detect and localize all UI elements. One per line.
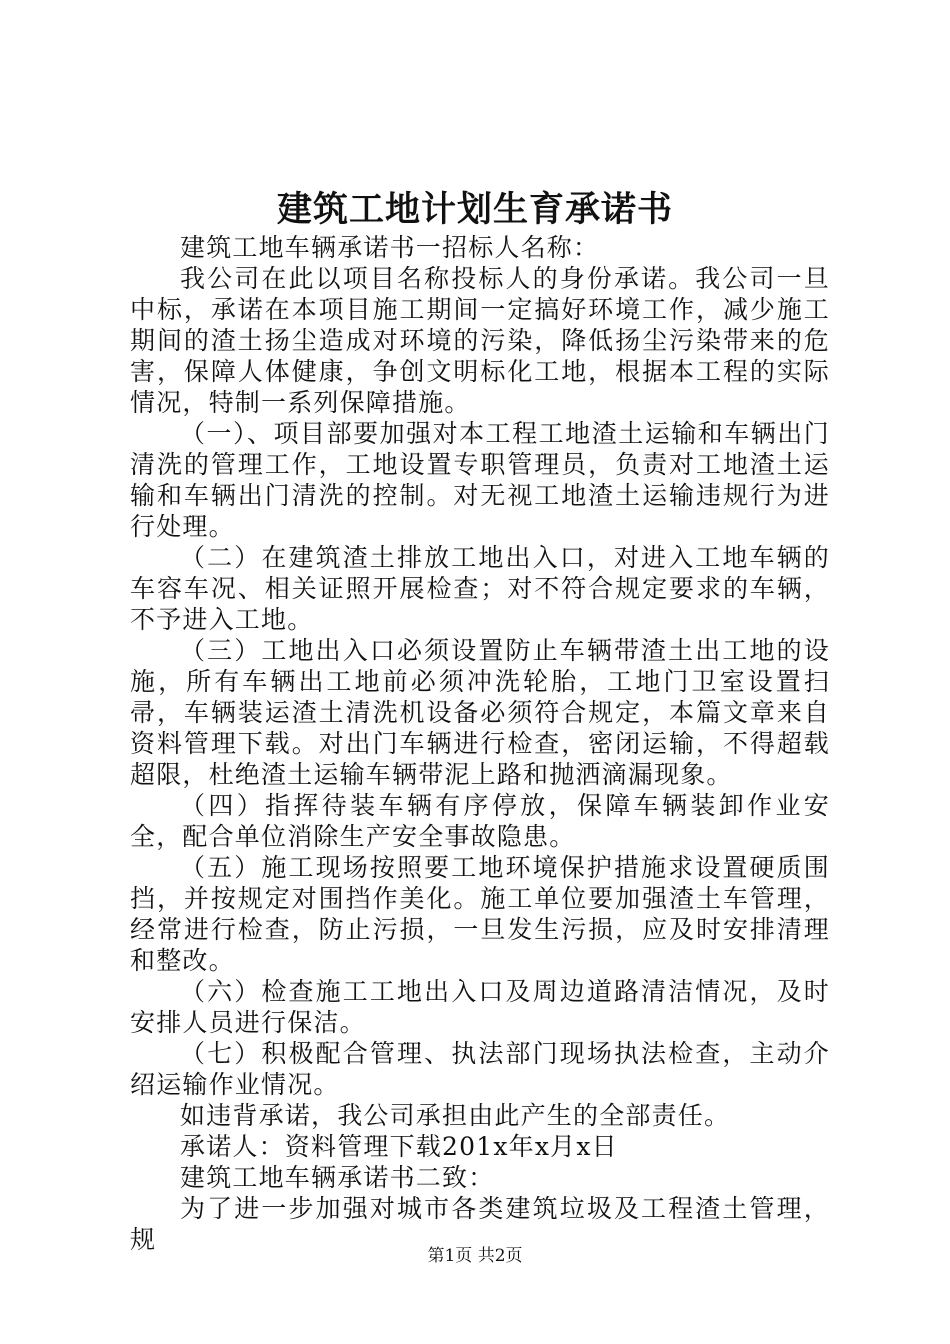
paragraph: （三）工地出入口必须设置防止车辆带渣土出工地的设施，所有车辆出工地前必须冲洗轮胎，工地门卫室设置扫帚，车辆装运渣土清洗机设备必须符合规定，本篇文章来自资料管理下载。对出门车辆进行检查，密闭运输，不得超载超限，杜绝渣土运输车辆带泥上路和抛洒滴漏现象。 [130, 636, 830, 789]
paragraph: （五）施工现场按照要工地环境保护措施求设置硬质围挡，并按规定对围挡作美化。施工单位要加强渣土车管理，经常进行检查，防止污损，一旦发生污损，应及时安排清理和整改。 [130, 853, 830, 975]
paragraph: （六）检查施工工地出入口及周边道路清洁情况，及时安排人员进行保洁。 [130, 977, 830, 1037]
paragraph: 如违背承诺，我公司承担由此产生的全部责任。 [180, 1101, 731, 1130]
paragraph: 承诺人：资料管理下载201x年x月x日 [180, 1132, 618, 1161]
paragraph: 为了进一步加强对城市各类建筑垃圾及工程渣土管理，规 [130, 1194, 830, 1254]
paragraph: （一）、项目部要加强对本工程工地渣土运输和车辆出门清洗的管理工作，工地设置专职管理员，负责对工地渣土运输和车辆出门清洗的控制。对无视工地渣土运输违规行为进行处理。 [130, 419, 830, 541]
document-body [130, 232, 830, 1255]
paragraph: 我公司在此以项目名称投标人的身份承诺。我公司一旦中标，承诺在本项目施工期间一定搞好环境工作，减少施工期间的渣土扬尘造成对环境的污染，降低扬尘污染带来的危害，保障人体健康，争创文明标化工地，根据本工程的实际情况，特制一系列保障措施。 [130, 264, 830, 417]
document-title: 建筑工地计划生育承诺书 [276, 189, 673, 230]
paragraph: 建筑工地车辆承诺书一招标人名称： [180, 233, 600, 262]
paragraph: 建筑工地车辆承诺书二致： [180, 1163, 495, 1192]
paragraph: （四）指挥待装车辆有序停放，保障车辆装卸作业安全，配合单位消除生产安全事故隐患。 [130, 791, 830, 851]
paragraph: （二）在建筑渣土排放工地出入口，对进入工地车辆的车容车况、相关证照开展检查；对不符合规定要求的车辆，不予进入工地。 [130, 543, 830, 634]
paragraph: （七）积极配合管理、执法部门现场执法检查，主动介绍运输作业情况。 [130, 1039, 830, 1099]
page-footer: 第1页 共2页 [427, 1246, 523, 1266]
